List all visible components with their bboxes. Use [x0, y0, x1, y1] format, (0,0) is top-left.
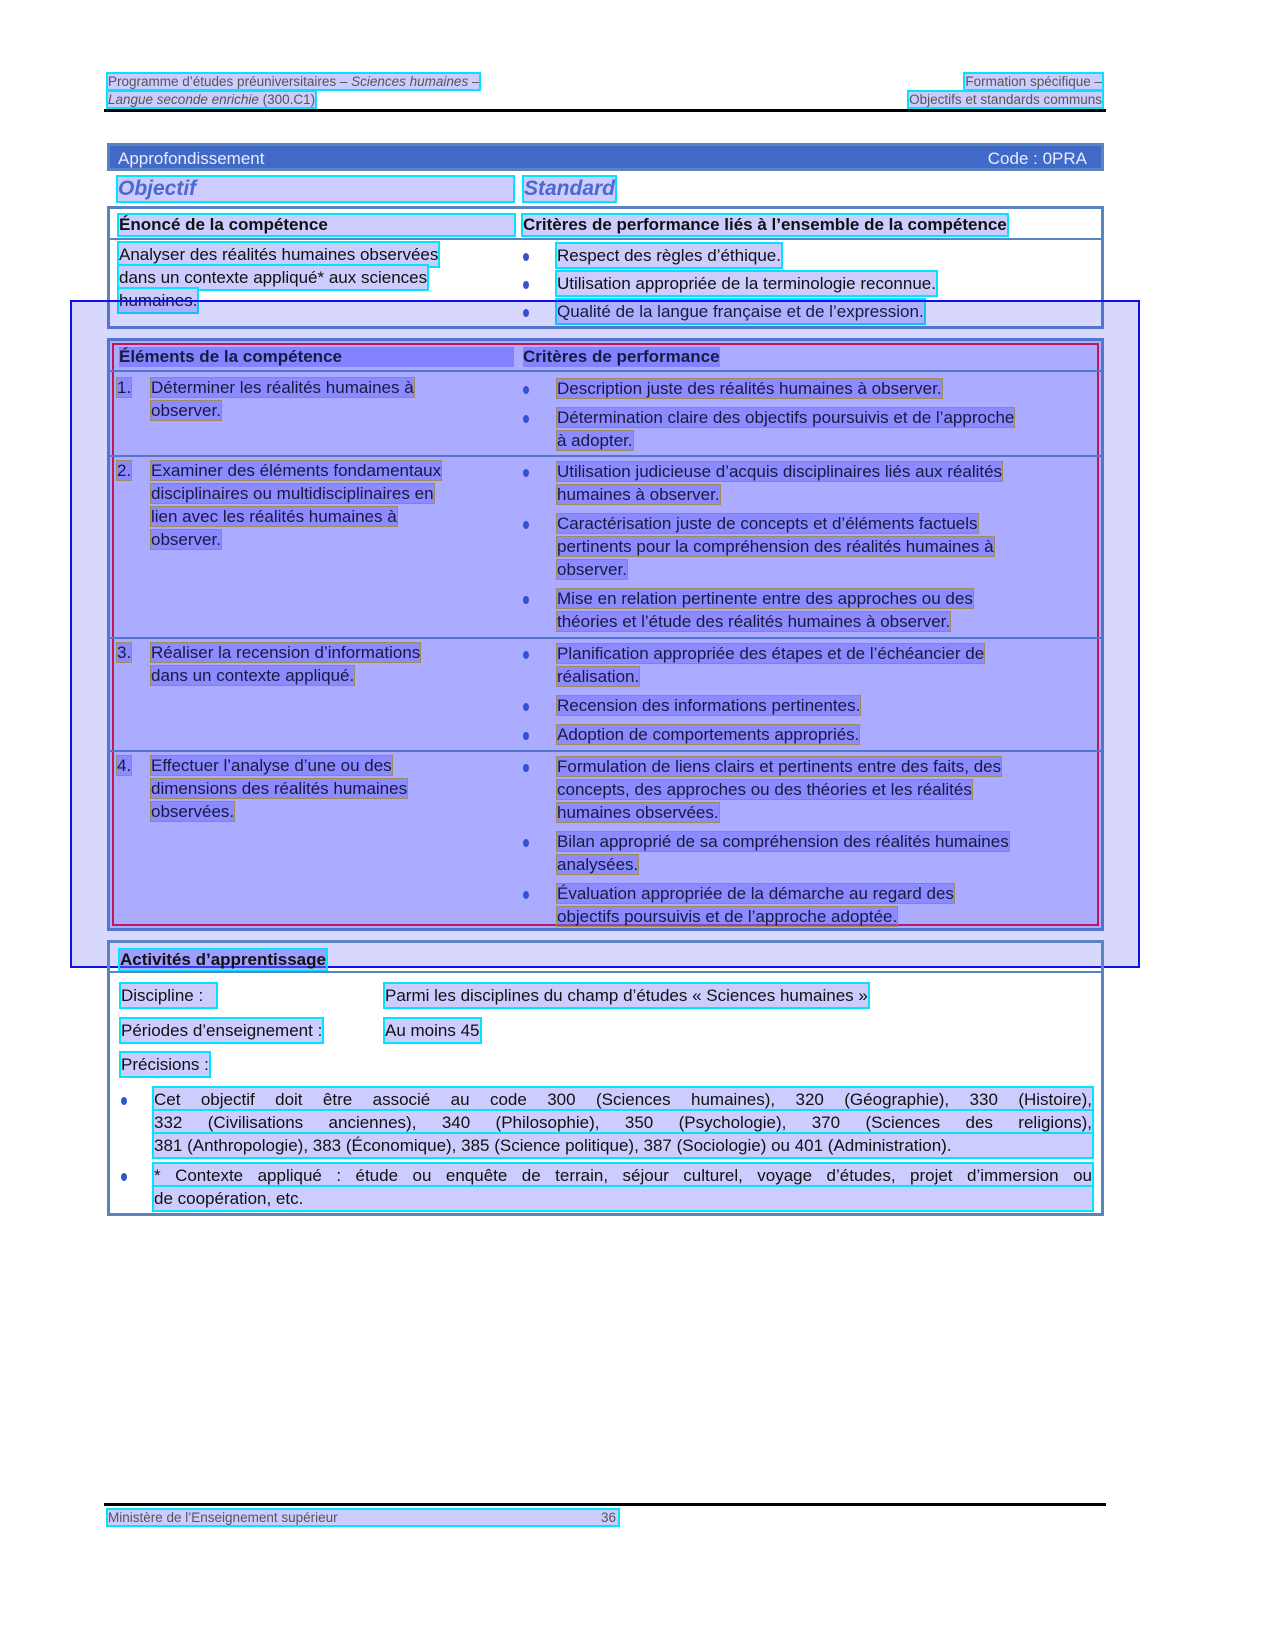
element-number: 4.: [117, 756, 132, 775]
bullet-icon: [523, 839, 529, 847]
bullet-icon: [523, 281, 529, 289]
competence-table: [107, 206, 1104, 329]
criterion: Formulation de liens clairs et pertinents entre des faits, des: [557, 757, 1002, 776]
criterion: analysées.: [557, 855, 639, 874]
footer-text: Ministère de l’Enseignement supérieur 36: [108, 1510, 616, 1525]
element-text: observer.: [151, 401, 221, 420]
element-number: 3.: [117, 643, 132, 662]
bullet-icon: [523, 703, 529, 711]
criterion: Détermination claire des objectifs poursuivis et de l’approche: [557, 408, 1015, 427]
criterion: Adoption de comportements appropriés.: [557, 725, 860, 744]
competence-header: Énoncé de la compétence: [119, 215, 514, 235]
periods-value: Au moins 45: [385, 1021, 480, 1040]
header-right-2: Objectifs et standards communs: [909, 92, 1102, 107]
criterion: Qualité de la langue française et de l’expression.: [557, 302, 924, 321]
row-divider: [110, 455, 1101, 457]
banner-code: Code : 0PRA: [987, 149, 1087, 168]
precision-line: 332 (Civilisations anciennes), 340 (Philosophie), 350 (Psychologie), 370 (Sciences des religions),: [154, 1113, 1092, 1132]
element-text: disciplinaires ou multidisciplinaires en: [151, 484, 434, 503]
standard-label: Standard: [524, 177, 616, 200]
criterion: objectifs poursuivis et de l’approche adoptée.: [557, 907, 898, 926]
discipline-label: Discipline :: [121, 984, 216, 1007]
discipline-value: Parmi les disciplines du champ d’études « Sciences humaines »: [385, 986, 868, 1005]
element-number: 1.: [117, 378, 132, 397]
criterion: Respect des règles d’éthique.: [557, 246, 781, 265]
header-rule: [104, 109, 1106, 112]
banner-title: Approfondissement: [118, 149, 265, 168]
bullet-icon: [523, 521, 529, 529]
criterion: réalisation.: [557, 667, 640, 686]
element-text: observées.: [151, 802, 235, 821]
precision-line: Cet objectif doit être associé au code 300 (Sciences humaines), 320 (Géographie), 330 (Histoire),: [154, 1090, 1092, 1109]
elements-criteria-header: Critères de performance: [523, 347, 720, 366]
criterion: Planification appropriée des étapes et de l’échéancier de: [557, 644, 985, 663]
bullet-icon: [523, 415, 529, 423]
row-divider: [110, 750, 1101, 752]
criterion: observer.: [557, 560, 627, 579]
element-text: Effectuer l’analyse d’une ou des: [151, 756, 392, 775]
criterion: Évaluation appropriée de la démarche au regard des: [557, 884, 954, 903]
element-number: 2.: [117, 461, 132, 480]
bullet-icon: [523, 651, 529, 659]
precisions-label: Précisions :: [121, 1055, 209, 1074]
row-divider: [110, 637, 1101, 639]
criteria-header: Critères de performance liés à l’ensemble de la compétence: [523, 215, 1007, 234]
element-text: Examiner des éléments fondamentaux: [151, 461, 442, 480]
divider: [110, 238, 1101, 240]
activities-title: Activités d’apprentissage: [120, 950, 326, 969]
header-right-1: Formation spécifique –: [965, 74, 1102, 89]
criterion: théories et l’étude des réalités humaines à observer.: [557, 612, 951, 631]
divider: [110, 971, 1101, 973]
bullet-icon: [523, 891, 529, 899]
criterion: concepts, des approches ou des théories et les réalités: [557, 780, 972, 799]
elements-table: [107, 338, 1104, 931]
element-text: lien avec les réalités humaines à: [151, 507, 397, 526]
banner: [107, 143, 1104, 171]
criterion: Utilisation appropriée de la terminologie reconnue.: [557, 274, 936, 293]
footer-rule: [104, 1503, 1106, 1506]
statement-line: dans un contexte appliqué* aux sciences: [119, 268, 428, 287]
precision-line: * Contexte appliqué : étude ou enquête de terrain, séjour culturel, voyage d’études, projet d’immersion ou: [154, 1166, 1092, 1185]
bullet-icon: [121, 1097, 127, 1105]
bullet-icon: [523, 732, 529, 740]
criterion: Caractérisation juste de concepts et d’éléments factuels: [557, 514, 978, 533]
divider: [110, 370, 1101, 372]
bullet-icon: [523, 469, 529, 477]
element-text: Déterminer les réalités humaines à: [151, 378, 414, 397]
precision-line: de coopération, etc.: [154, 1187, 1092, 1210]
bullet-icon: [523, 386, 529, 394]
bullet-icon: [523, 253, 529, 261]
bullet-icon: [523, 596, 529, 604]
criterion: Mise en relation pertinente entre des approches ou des: [557, 589, 973, 608]
criterion: humaines à observer.: [557, 485, 720, 504]
bullet-icon: [121, 1173, 127, 1181]
periods-label: Périodes d’enseignement :: [121, 1021, 323, 1040]
criterion: Bilan approprié de sa compréhension des réalités humaines: [557, 832, 1009, 851]
activities-box: [107, 940, 1104, 1216]
bullet-icon: [523, 309, 529, 317]
criterion: Utilisation judicieuse d’acquis disciplinaires liés aux réalités: [557, 462, 1003, 481]
criterion: pertinents pour la compréhension des réalités humaines à: [557, 537, 994, 556]
element-text: Réaliser la recension d’informations: [151, 643, 421, 662]
statement-line: humaines.: [119, 291, 198, 310]
criterion: Description juste des réalités humaines à observer.: [557, 379, 942, 398]
elements-header: Éléments de la compétence: [119, 347, 514, 367]
element-text: observer.: [151, 530, 221, 549]
header-left-2: Langue seconde enrichie (300.C1): [108, 92, 316, 107]
header-left-1: Programme d’études préuniversitaires – Sciences humaines –: [108, 74, 480, 89]
element-text: dimensions des réalités humaines: [151, 779, 408, 798]
criterion: humaines observées.: [557, 803, 719, 822]
element-text: dans un contexte appliqué.: [151, 666, 355, 685]
objectif-label: Objectif: [118, 177, 513, 201]
precision-line: 381 (Anthropologie), 383 (Économique), 385 (Science politique), 387 (Sociologie) ou 401 (Administration).: [154, 1134, 1092, 1157]
criterion: à adopter.: [557, 431, 633, 450]
statement-line: Analyser des réalités humaines observées: [119, 245, 439, 264]
criterion: Recension des informations pertinentes.: [557, 696, 861, 715]
bullet-icon: [523, 764, 529, 772]
